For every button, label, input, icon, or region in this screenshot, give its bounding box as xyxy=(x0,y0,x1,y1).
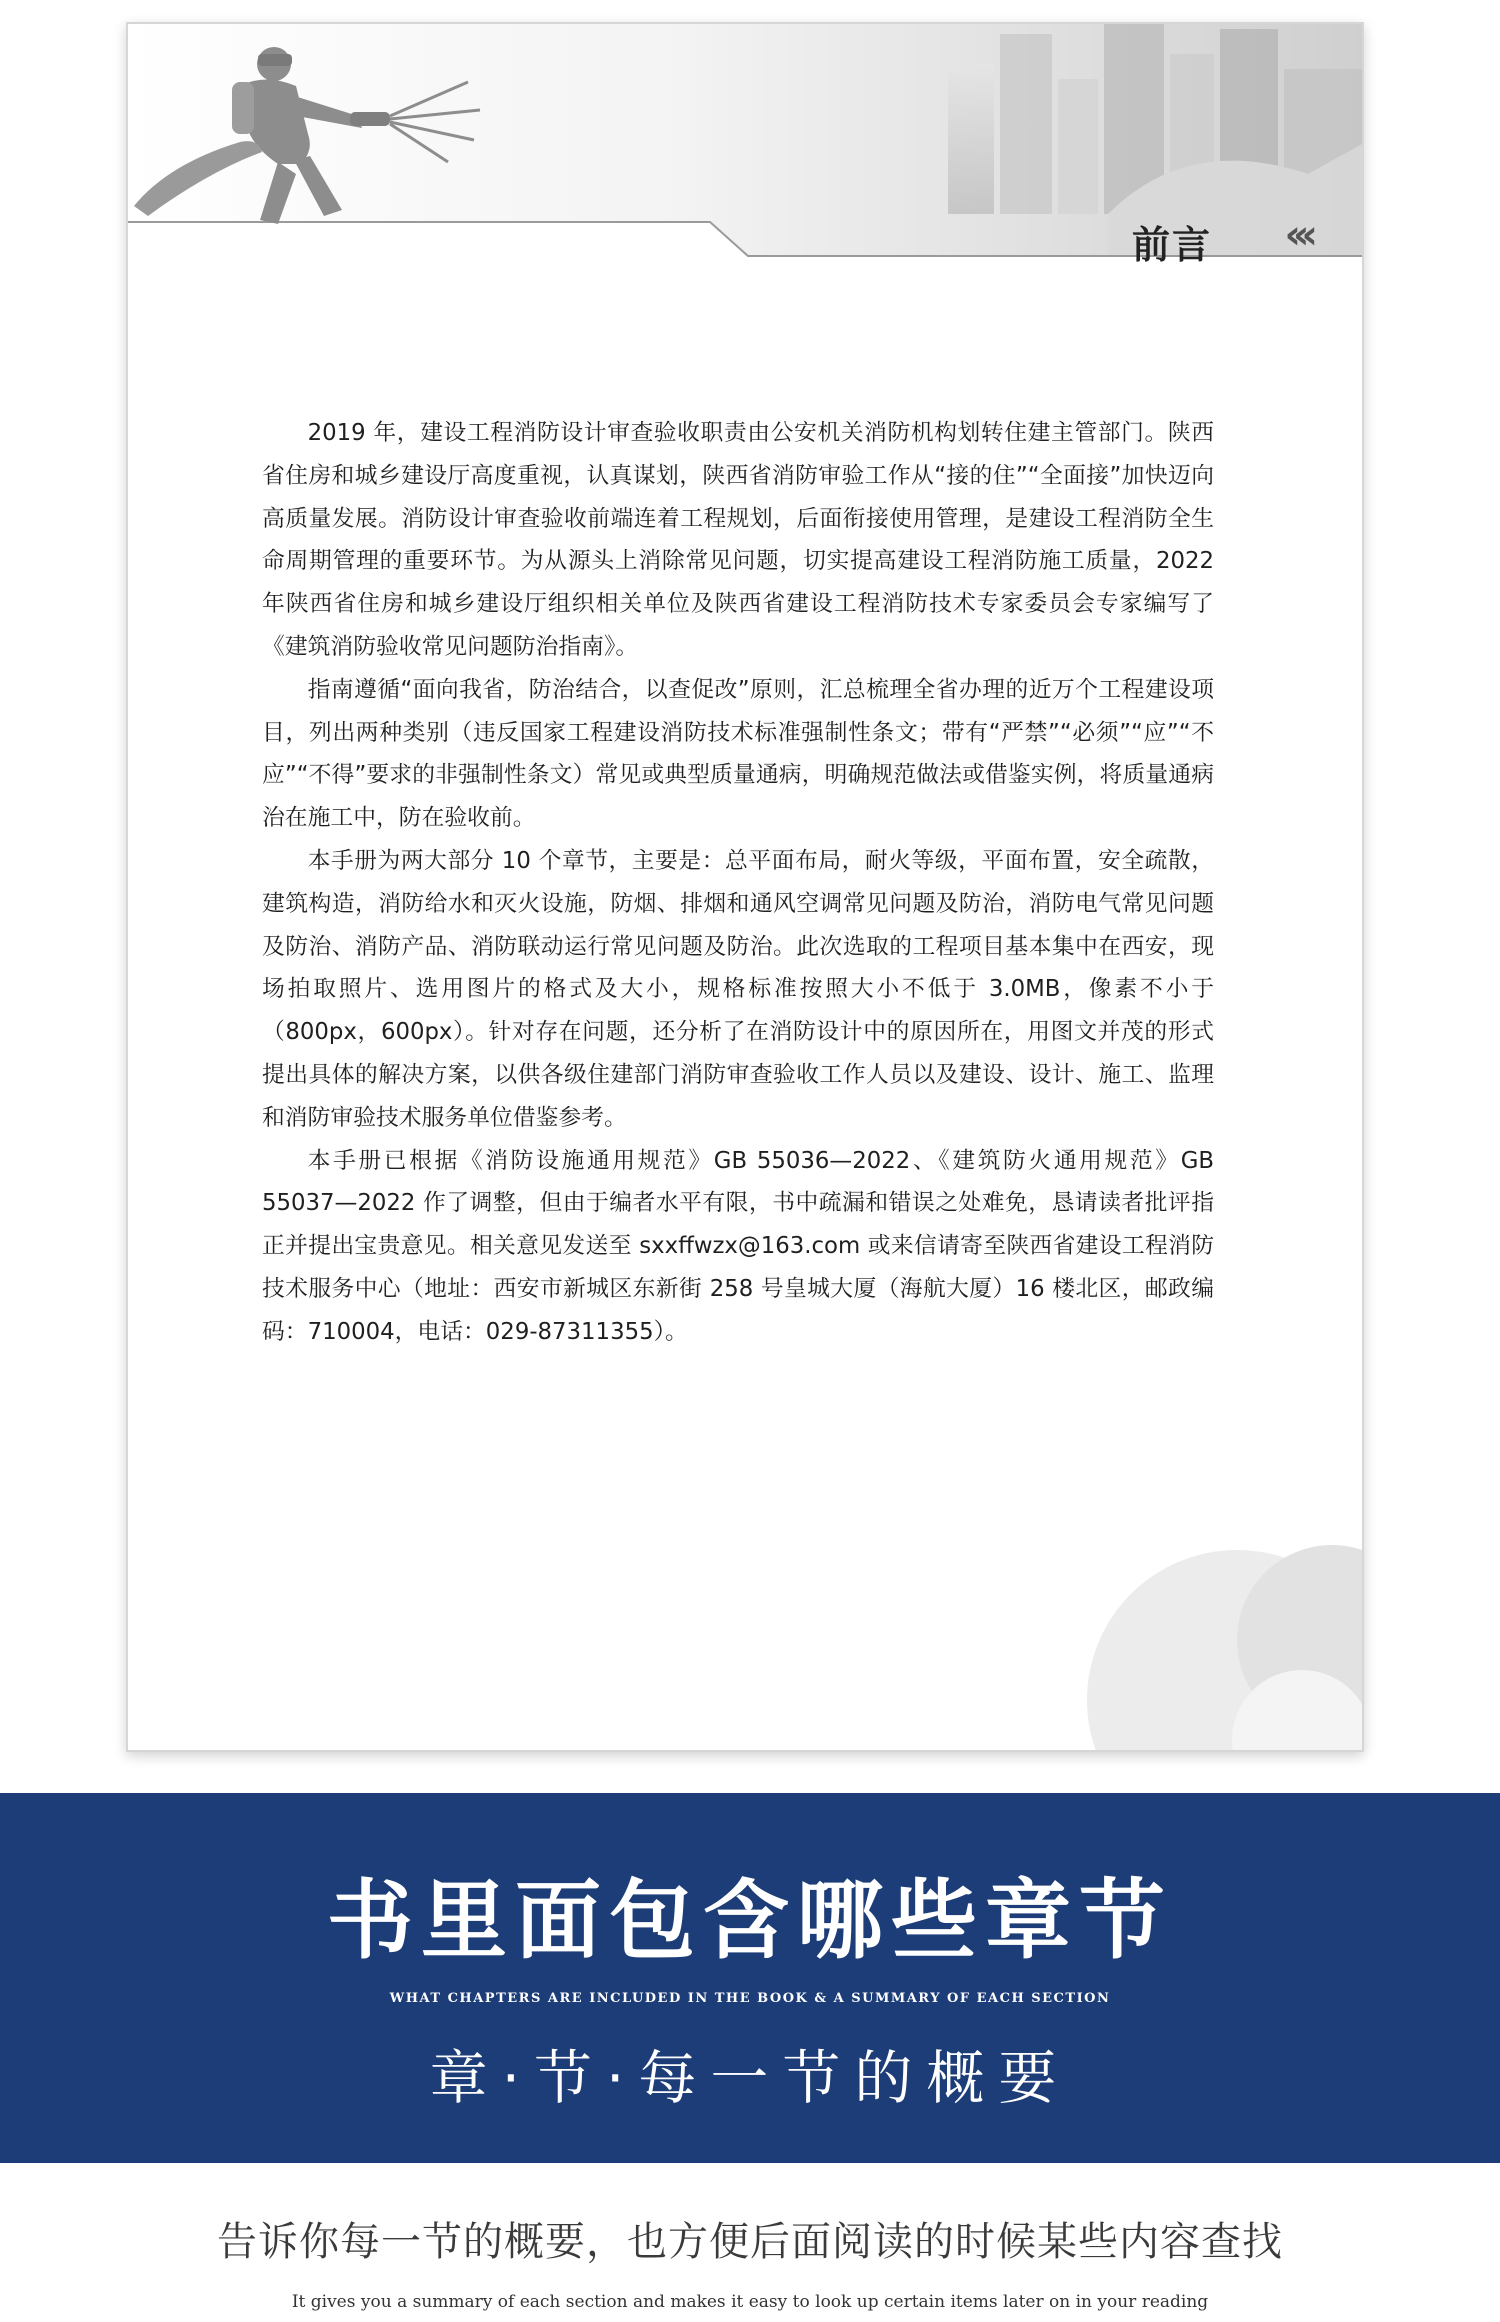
preface-paragraph: 2019 年，建设工程消防设计审查验收职责由公安机关消防机构划转住建主管部门。陕西省住房和城乡建设厅高度重视，认真谋划，陕西省消防审验工作从“接的住”“全面接”加快迈向高质量发展。消防设计审查验收前端连着工程规划，后面衔接使用管理，是建设工程消防全生命周期管理的重要环节。为从源头上消除常见问题，切实提高建设工程消防施工质量，2022 年陕西省住房和城乡建设厅组织相关单位及陕西省建设工程消防技术专家委员会专家编写了《建筑消防验收常见问题防治指南》。 xyxy=(262,420,1214,660)
preface-paragraph: 本手册已根据《消防设施通用规范》GB 55036—2022、《建筑防火通用规范》GB 55037—2022 作了调整，但由于编者水平有限，书中疏漏和错误之处难免，恳请读者批评指正并提出宝贵意见。相关意见发送至 sxxffwzx@163.com 或来信请寄至陕西省建设工程消防技术服务中心（地址：西安市新城区东新街 258 号皇城大厦（海航大厦）16 楼北区，邮政编码：710004，电话：029-87311355）。 xyxy=(262,1147,1214,1345)
caption-chinese: 告诉你每一节的概要，也方便后面阅读的时候某些内容查找 xyxy=(217,2219,1283,2265)
banner-subtitle-english: WHAT CHAPTERS ARE INCLUDED IN THE BOOK & A SUMMARY OF EACH SECTION xyxy=(389,1991,1111,2006)
caption-english: It gives you a summary of each section and makes it easy to look up certain items later on in your reading xyxy=(291,2292,1209,2312)
preface-paragraph: 指南遵循“面向我省，防治结合，以查促改”原则，汇总梳理全省办理的近万个工程建设项目，列出两种类别（违反国家工程建设消防技术标准强制性条文；带有“严禁”“必须”“应”“不应”“不得”要求的非强制性条文）常见或典型质量通病，明确规范做法或借鉴实例，将质量通病治在施工中，防在验收前。 xyxy=(262,676,1214,832)
preface-paragraph: 本手册为两大部分 10 个章节，主要是：总平面布局，耐火等级，平面布置，安全疏散，建筑构造，消防给水和灭火设施，防烟、排烟和通风空调常见问题及防治，消防电气常见问题及防治、消防产品、消防联动运行常见问题及防治。此次选取的工程项目基本集中在西安，现场拍取照片、选用图片的格式及大小，规格标准按照大小不低于 3.0MB，像素不小于（800px，600px）。针对存在问题，还分析了在消防设计中的原因所在，用图文并茂的形式提出具体的解决方案，以供各级住建部门消防审查验收工作人员以及建设、设计、施工、监理和消防审验技术服务单位借鉴参考。 xyxy=(262,847,1214,1131)
banner-subtitle: 章·节·每一节的概要 xyxy=(429,2044,1071,2112)
chevron-left-icon: ‹‹‹ xyxy=(1284,212,1310,258)
preface-page xyxy=(126,22,1364,1752)
preface-body xyxy=(262,412,1214,1354)
banner-title: 书里面包含哪些章节 xyxy=(327,1870,1173,1971)
chapters-banner xyxy=(0,1793,1500,2163)
corner-circle-decoration xyxy=(1002,1490,1362,1750)
preface-header xyxy=(128,24,1362,274)
preface-title: 前言 xyxy=(1131,223,1212,267)
